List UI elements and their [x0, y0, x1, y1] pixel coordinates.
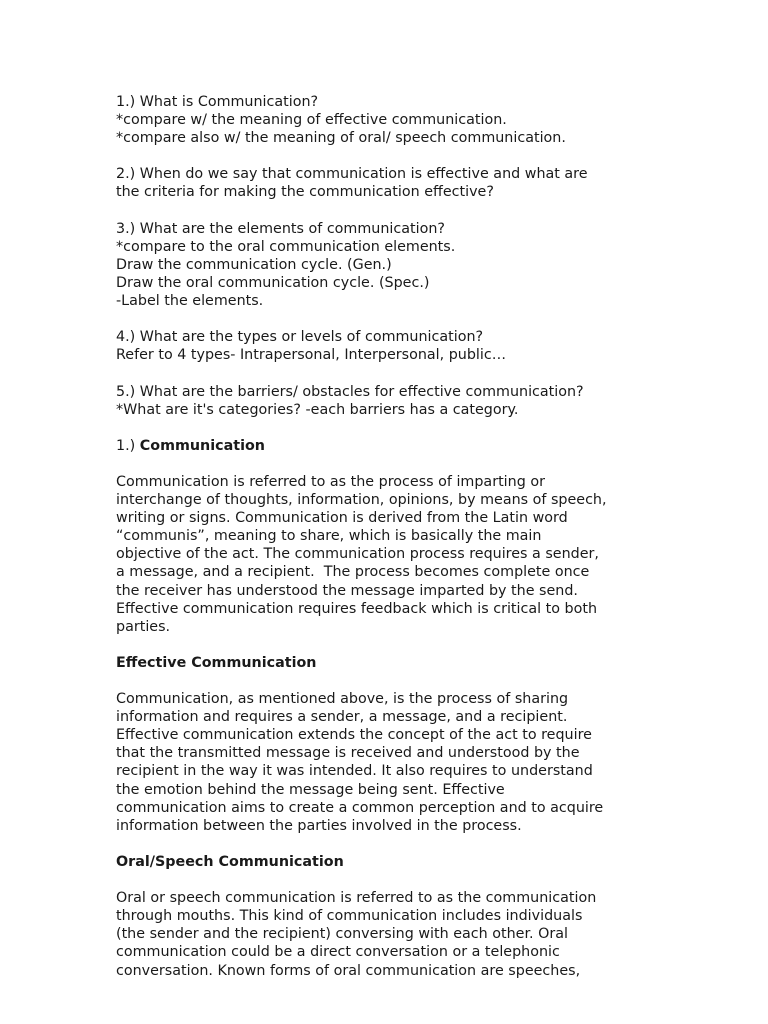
text-line: Refer to 4 types- Intrapersonal, Interpersonal, public… — [116, 347, 507, 364]
text-line: information between the parties involved in the process. — [116, 817, 522, 834]
text-line: interchange of thoughts, information, opinions, by means of speech, — [116, 492, 607, 509]
text-line: communication aims to create a common perception and to acquire — [116, 799, 604, 816]
section-title: Effective Communication — [116, 654, 317, 671]
text-line: conversation. Known forms of oral communication are speeches, — [116, 962, 581, 979]
question-1 — [116, 93, 756, 147]
text-line: Effective communication extends the concept of the act to require — [116, 727, 592, 744]
answer-title: Communication — [139, 437, 265, 454]
effective-paragraph — [116, 690, 756, 835]
oral-heading — [116, 853, 756, 871]
spacer — [116, 364, 756, 382]
text-line: *What are it's categories? -each barriers has a category. — [116, 401, 519, 418]
spacer — [116, 310, 756, 328]
text-line: (the sender and the recipient) conversing with each other. Oral — [116, 926, 568, 943]
question-2 — [116, 165, 756, 201]
text-line: information and requires a sender, a message, and a recipient. — [116, 709, 568, 726]
text-line: through mouths. This kind of communication includes individuals — [116, 908, 583, 925]
text-line: *compare to the oral communication elements. — [116, 238, 456, 255]
communication-paragraph — [116, 473, 756, 636]
text-line: 5.) What are the barriers/ obstacles for effective communication? — [116, 383, 584, 400]
section-title: Oral/Speech Communication — [116, 853, 344, 870]
answer-number: 1.) — [116, 437, 140, 454]
text-line: Communication is referred to as the process of imparting or — [116, 473, 545, 490]
question-3 — [116, 220, 756, 310]
text-line: “communis”, meaning to share, which is basically the main — [116, 528, 542, 545]
text-line: -Label the elements. — [116, 293, 264, 310]
effective-heading — [116, 654, 756, 672]
text-line: writing or signs. Communication is derived from the Latin word — [116, 510, 568, 527]
spacer — [116, 147, 756, 165]
text-line: Communication, as mentioned above, is the process of sharing — [116, 691, 569, 708]
text-line: objective of the act. The communication process requires a sender, — [116, 546, 599, 563]
text-line: 2.) When do we say that communication is effective and what are — [116, 166, 588, 183]
question-4 — [116, 328, 756, 364]
text-line: 3.) What are the elements of communication? — [116, 220, 445, 237]
text-line: *compare w/ the meaning of effective communication. — [116, 112, 507, 129]
text-line: the receiver has understood the message imparted by the send. — [116, 582, 578, 599]
answer-heading — [116, 437, 756, 455]
spacer — [116, 871, 756, 889]
spacer — [116, 672, 756, 690]
text-line: *compare also w/ the meaning of oral/ speech communication. — [116, 130, 566, 147]
text-line: recipient in the way it was intended. It also requires to understand — [116, 763, 593, 780]
text-line: communication could be a direct conversation or a telephonic — [116, 944, 560, 961]
text-line: 4.) What are the types or levels of communication? — [116, 329, 484, 346]
text-line: parties. — [116, 618, 171, 635]
document-page — [116, 93, 756, 980]
spacer — [116, 636, 756, 654]
text-line: the criteria for making the communication effective? — [116, 184, 494, 201]
text-line: that the transmitted message is received and understood by the — [116, 745, 580, 762]
text-line: a message, and a recipient. The process becomes complete once — [116, 564, 590, 581]
spacer — [116, 419, 756, 437]
text-line: Oral or speech communication is referred to as the communication — [116, 890, 597, 907]
text-line: 1.) What is Communication? — [116, 94, 319, 110]
spacer — [116, 202, 756, 220]
text-line: Effective communication requires feedback which is critical to both — [116, 600, 598, 617]
text-line: Draw the communication cycle. (Gen.) — [116, 256, 392, 273]
text-line: Draw the oral communication cycle. (Spec.) — [116, 274, 430, 291]
spacer — [116, 835, 756, 853]
text-line: the emotion behind the message being sent. Effective — [116, 781, 505, 798]
spacer — [116, 455, 756, 473]
question-5 — [116, 383, 756, 419]
oral-paragraph — [116, 889, 756, 979]
